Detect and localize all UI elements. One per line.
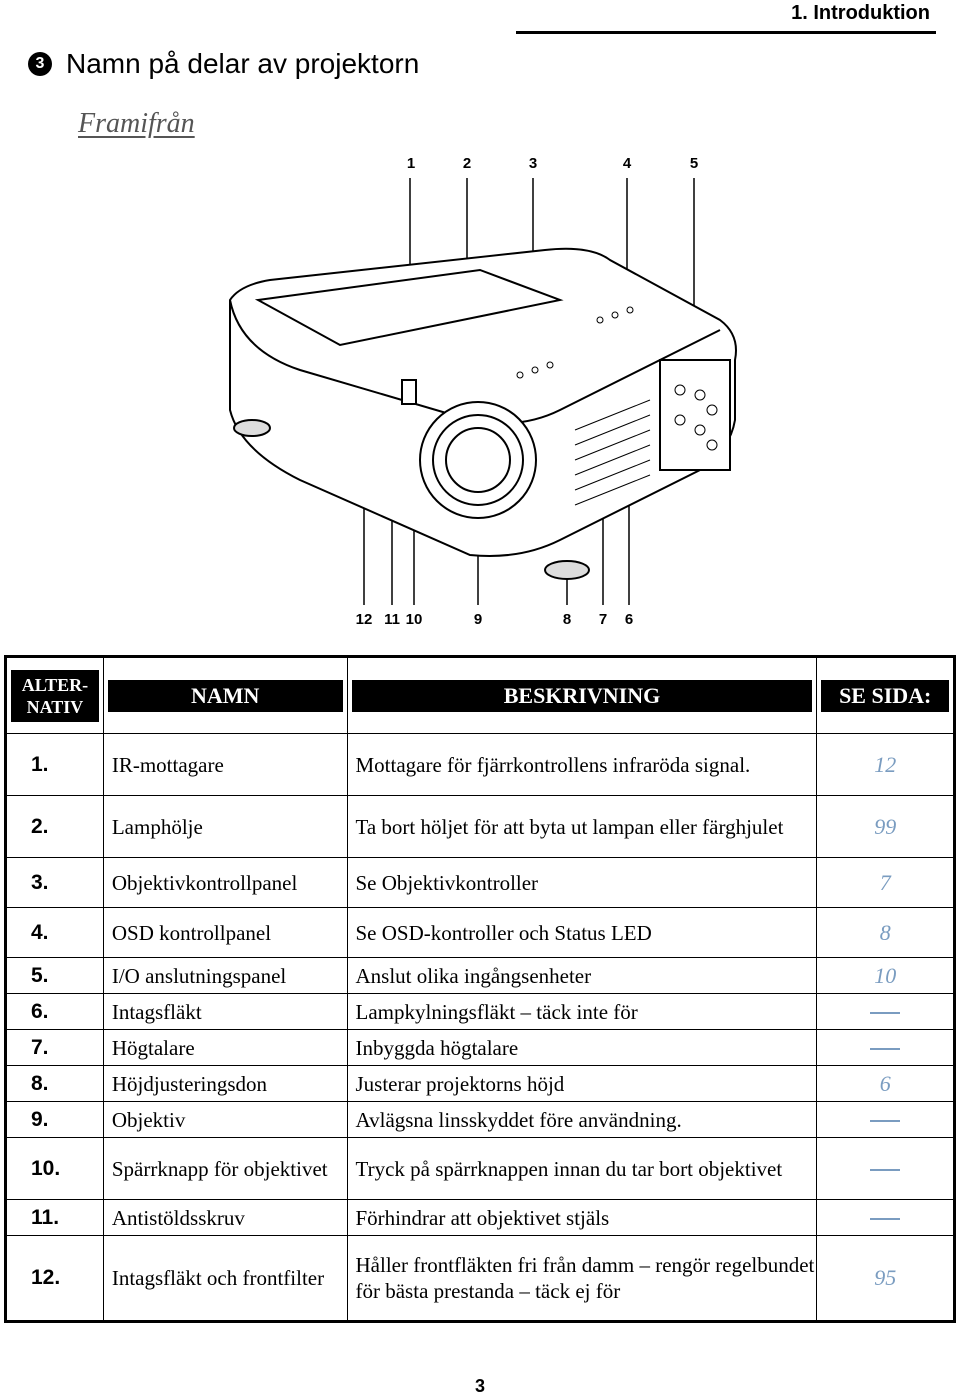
table-row — [6, 1030, 955, 1066]
page-title — [28, 48, 419, 80]
row-page-dash — [817, 1030, 955, 1066]
row-number: 5. — [6, 958, 104, 994]
row-number: 11. — [6, 1200, 104, 1236]
table-row — [6, 908, 955, 958]
row-name: Objektivkontrollpanel — [103, 858, 347, 908]
page-number: 3 — [474, 1376, 485, 1396]
header-alt: ALTER-NATIV — [11, 670, 99, 722]
header-name: NAMN — [108, 680, 343, 712]
callout-7: 7 — [598, 611, 608, 628]
view-subtitle: Framifrån — [78, 108, 195, 139]
row-description: Anslut olika ingångsenheter — [347, 958, 817, 994]
row-number: 6. — [6, 994, 104, 1030]
row-name: IR-mottagare — [103, 734, 347, 796]
row-number: 3. — [6, 858, 104, 908]
row-description: Lampkylningsfläkt – täck inte för — [347, 994, 817, 1030]
row-name: Spärrknapp för objektivet — [103, 1138, 347, 1200]
row-description: Håller frontfläkten fri från damm – rengör regelbundet för bästa prestanda – täck ej för — [347, 1236, 817, 1322]
row-page-link[interactable]: 10 — [817, 958, 955, 994]
callout-8: 8 — [562, 611, 572, 628]
row-page-link[interactable]: 12 — [817, 734, 955, 796]
row-number: 9. — [6, 1102, 104, 1138]
callout-11: 11 — [384, 611, 400, 628]
callout-1: 1 — [406, 155, 416, 172]
callout-12: 12 — [355, 611, 373, 628]
row-page-dash — [817, 994, 955, 1030]
row-name: I/O anslutningspanel — [103, 958, 347, 994]
row-name: Antistöldsskruv — [103, 1200, 347, 1236]
row-description: Avlägsna linsskyddet före användning. — [347, 1102, 817, 1138]
row-page-dash — [817, 1138, 955, 1200]
callout-9: 9 — [473, 611, 483, 628]
table-row — [6, 1102, 955, 1138]
section-bullet: 3 — [28, 52, 52, 76]
row-name: Intagsfläkt — [103, 994, 347, 1030]
callout-5: 5 — [689, 155, 699, 172]
page-title-text: Namn på delar av projektorn — [66, 48, 420, 79]
callout-3: 3 — [528, 155, 538, 172]
row-name: Intagsfläkt och frontfilter — [103, 1236, 347, 1322]
table-row — [6, 1236, 955, 1322]
row-name: OSD kontrollpanel — [103, 908, 347, 958]
row-description: Tryck på spärrknappen innan du tar bort objektivet — [347, 1138, 817, 1200]
table-row — [6, 994, 955, 1030]
table-row — [6, 734, 955, 796]
row-page-link[interactable]: 6 — [817, 1066, 955, 1102]
callout-6: 6 — [624, 611, 634, 628]
row-number: 1. — [6, 734, 104, 796]
callout-10: 10 — [405, 611, 423, 628]
row-page-link[interactable]: 7 — [817, 858, 955, 908]
row-number: 10. — [6, 1138, 104, 1200]
table-row — [6, 1200, 955, 1236]
row-page-link[interactable]: 95 — [817, 1236, 955, 1322]
callout-4: 4 — [622, 155, 632, 172]
projector-illustration — [220, 145, 740, 635]
row-name: Objektiv — [103, 1102, 347, 1138]
row-name: Höjdjusteringsdon — [103, 1066, 347, 1102]
header-rule — [516, 31, 936, 34]
row-description: Förhindrar att objektivet stjäls — [347, 1200, 817, 1236]
row-number: 4. — [6, 908, 104, 958]
row-description: Se OSD-kontroller och Status LED — [347, 908, 817, 958]
row-name: Högtalare — [103, 1030, 347, 1066]
row-page-link[interactable]: 8 — [817, 908, 955, 958]
row-page-link[interactable]: 99 — [817, 796, 955, 858]
row-page-dash — [817, 1200, 955, 1236]
row-number: 12. — [6, 1236, 104, 1322]
table-row — [6, 796, 955, 858]
table-row — [6, 958, 955, 994]
table-row — [6, 1138, 955, 1200]
row-description: Inbyggda högtalare — [347, 1030, 817, 1066]
table-header-row — [6, 657, 955, 734]
row-number: 7. — [6, 1030, 104, 1066]
row-description: Mottagare för fjärrkontrollens infraröda signal. — [347, 734, 817, 796]
row-description: Justerar projektorns höjd — [347, 1066, 817, 1102]
row-description: Se Objektivkontroller — [347, 858, 817, 908]
row-number: 8. — [6, 1066, 104, 1102]
table-row — [6, 858, 955, 908]
chapter-header: 1. Introduktion — [791, 2, 930, 24]
row-name: Lamphölje — [103, 796, 347, 858]
row-page-dash — [817, 1102, 955, 1138]
table-row — [6, 1066, 955, 1102]
header-description: BESKRIVNING — [352, 680, 813, 712]
header-page: SE SIDA: — [821, 680, 949, 712]
row-number: 2. — [6, 796, 104, 858]
row-description: Ta bort höljet för att byta ut lampan eller färghjulet — [347, 796, 817, 858]
callout-2: 2 — [462, 155, 472, 172]
parts-table — [4, 655, 956, 1323]
